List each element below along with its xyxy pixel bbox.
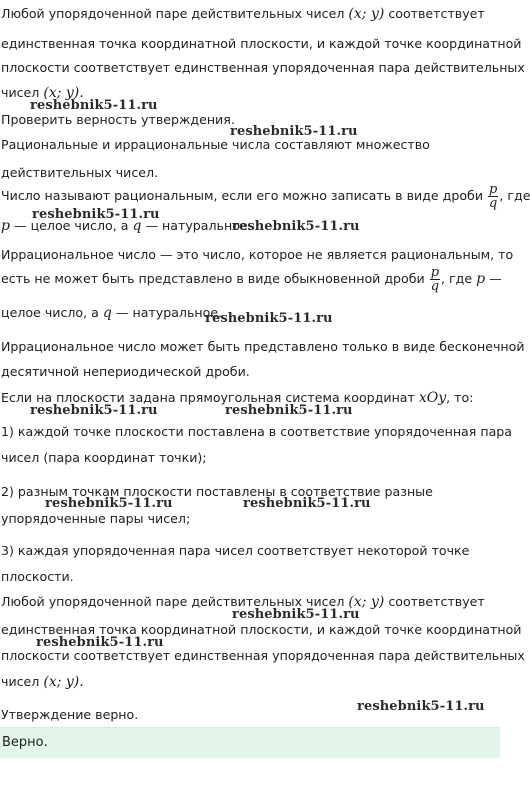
answer-verdict: Верно. — [2, 735, 48, 750]
text-line: Любой упорядоченной паре действительных чисел (x; y) соответствует — [1, 594, 485, 610]
text-line: плоскости соответствует единственная упорядоченная пара действительных — [1, 648, 525, 663]
text-line: единственная точка координатной плоскости, и каждой точке координатной — [1, 36, 522, 51]
watermark: reshebnik5-11.ru — [36, 635, 164, 650]
text-line: 3) каждая упорядоченная пара чисел соответствует некоторой точке — [1, 543, 470, 558]
text-line: чисел (x; y). — [1, 85, 84, 101]
text-line: чисел (x; y). — [1, 674, 84, 690]
text-line: Иррациональное число — это число, которое не является рациональным, то — [1, 247, 514, 262]
watermark: reshebnik5-11.ru — [30, 403, 158, 418]
text-line: Рациональные и иррациональные числа составляют множество — [1, 137, 430, 152]
text-line: плоскости соответствует единственная упорядоченная пара действительных — [1, 60, 525, 75]
watermark: reshebnik5-11.ru — [32, 207, 160, 222]
text-line: целое число, а q — натуральное. — [1, 305, 223, 321]
text-line: десятичной непериодической дроби. — [1, 364, 250, 379]
math-xoy: xOy — [418, 390, 447, 406]
text-line: упорядоченные пары чисел; — [1, 511, 191, 526]
text-line: Любой упорядоченной паре действительных чисел (x; y) соответствует — [1, 6, 485, 22]
watermark: reshebnik5-11.ru — [243, 496, 371, 511]
answer-verdict-box — [0, 727, 500, 758]
watermark: reshebnik5-11.ru — [30, 98, 158, 113]
math-pair: (x; y) — [348, 6, 385, 22]
watermark: reshebnik5-11.ru — [225, 403, 353, 418]
text-line: 1) каждой точке плоскости поставлена в соответствие упорядоченная пара — [1, 424, 513, 439]
watermark: reshebnik5-11.ru — [230, 124, 358, 139]
text-line: действительных чисел. — [1, 165, 159, 180]
text-line: плоскости. — [1, 569, 74, 584]
text-line: 2) разным точкам плоскости поставлены в соответствие разные — [1, 484, 433, 499]
text-line: единственная точка координатной плоскости, и каждой точке координатной — [1, 622, 522, 637]
fraction-p-over-q: $\frac{p}{q}$ — [430, 265, 440, 294]
text-line: Число называют рациональным, если его можно записать в виде дроби $\frac{p}{q}$ , где — [1, 182, 530, 211]
text-line: Если на плоскости задана прямоугольная система координат xOy, то: — [1, 390, 474, 406]
math-pair: (x; y). — [43, 674, 84, 690]
text-line: p — целое число, а q — натуральное. — [1, 218, 252, 234]
math-pair: (x; y). — [43, 85, 84, 101]
text-line: Иррациональное число может быть представлено только в виде бесконечной — [1, 339, 525, 354]
math-pair: (x; y) — [348, 594, 385, 610]
text-line: есть не может быть представлено в виде обыкновенной дроби $\frac{p}{q}$ , где p — — [1, 265, 502, 294]
watermark: reshebnik5-11.ru — [205, 311, 333, 326]
fraction-p-over-q: $\frac{p}{q}$ — [489, 182, 498, 211]
text-line: чисел (пара координат точки); — [1, 450, 207, 465]
watermark: reshebnik5-11.ru — [232, 607, 360, 622]
watermark: reshebnik5-11.ru — [357, 699, 485, 714]
watermark: reshebnik5-11.ru — [232, 219, 360, 234]
text-line: Проверить верность утверждения. — [1, 112, 235, 127]
text-line: Утверждение верно. — [1, 707, 139, 722]
watermark: reshebnik5-11.ru — [45, 496, 173, 511]
